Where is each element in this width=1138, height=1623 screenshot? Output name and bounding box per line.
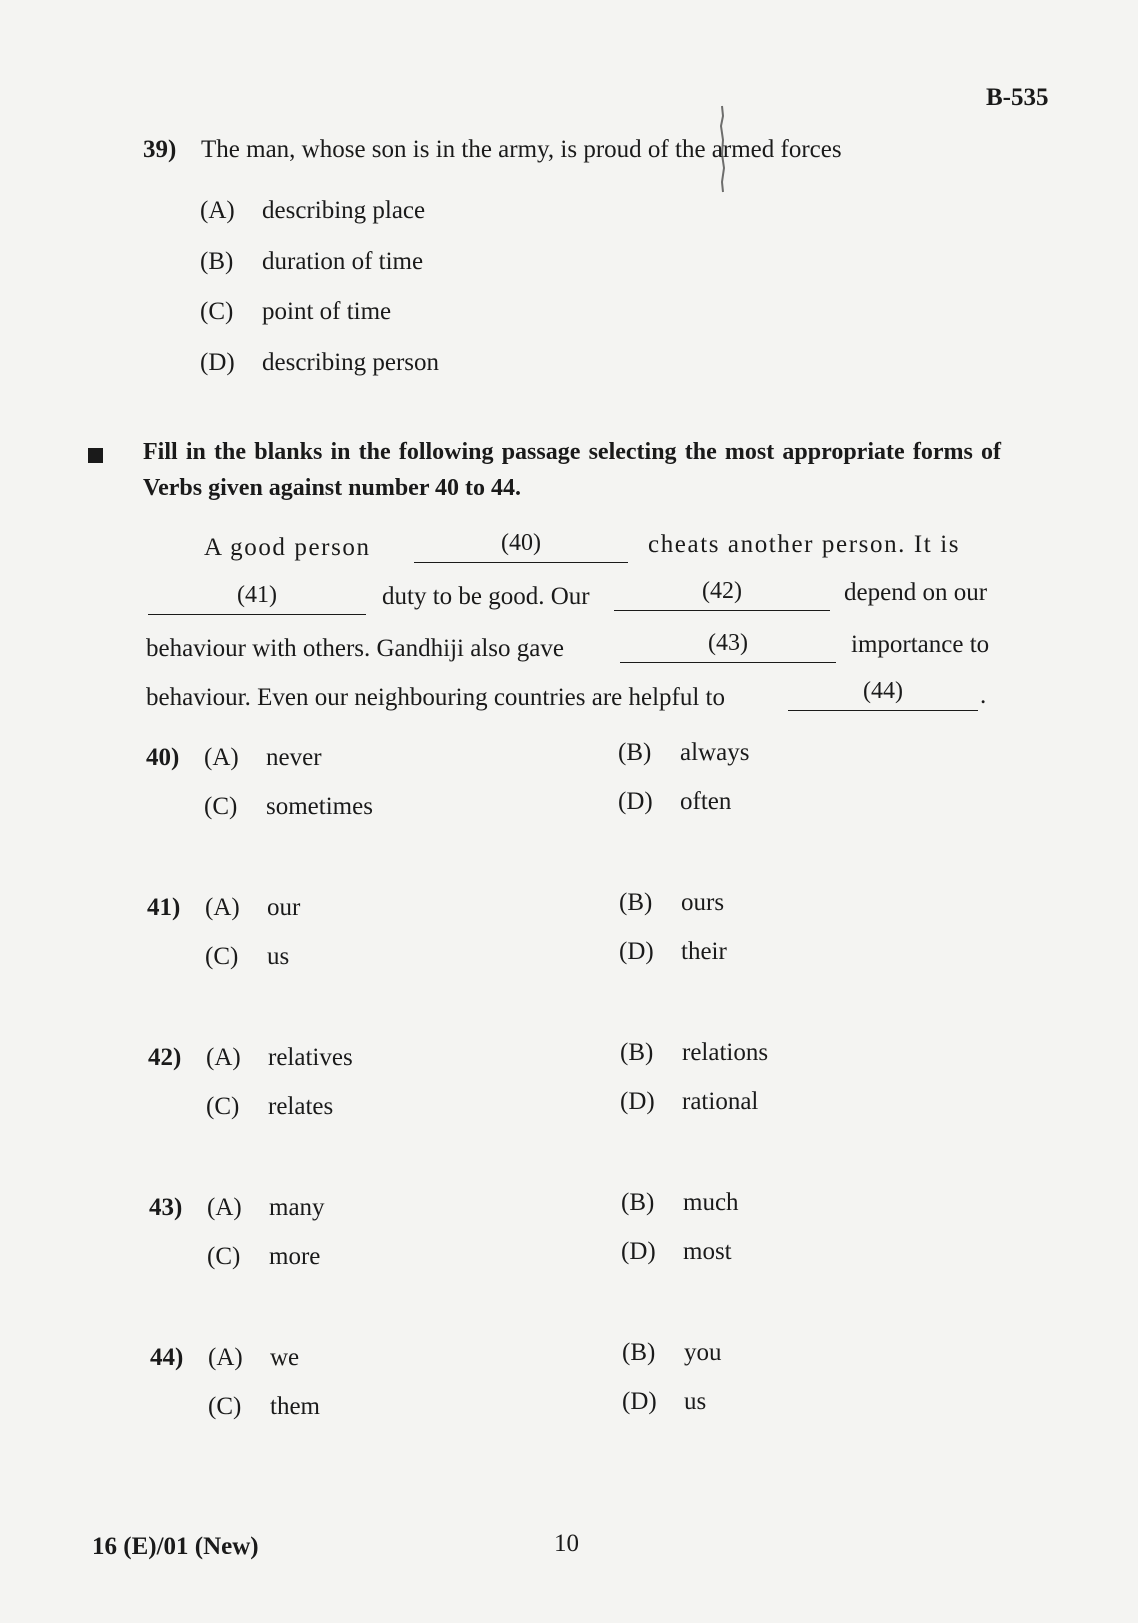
option-a[interactable]: (A) we — [208, 1344, 300, 1371]
option-a[interactable]: (A) relatives — [206, 1044, 353, 1071]
option-d[interactable]: (D) us — [622, 1388, 707, 1415]
option-a[interactable]: (A) many — [207, 1194, 325, 1221]
option-b[interactable]: (B) ours — [619, 889, 725, 916]
option-b[interactable]: (B) relations — [620, 1039, 769, 1066]
passage-text: cheats another person. It is — [648, 531, 961, 558]
page-number: 10 — [554, 1530, 579, 1557]
option-c[interactable]: (C) them — [208, 1393, 320, 1420]
option-a[interactable]: (A) never — [204, 744, 322, 771]
blank-42: (42) — [614, 578, 830, 611]
option-a[interactable]: (A) describing place — [200, 197, 426, 224]
option-c[interactable]: (C) sometimes — [204, 793, 373, 820]
option-c[interactable]: (C) point of time — [200, 298, 392, 325]
option-b[interactable]: (B) you — [622, 1339, 722, 1366]
question-43: 43) (A) many (B) much (C) more (D) most — [149, 1189, 739, 1270]
option-b[interactable]: (B) much — [621, 1189, 739, 1216]
passage-text: importance to — [851, 631, 990, 658]
passage-text: A good person — [204, 534, 371, 561]
question-39-options — [200, 186, 439, 388]
passage-text: behaviour with others. Gandhiji also gave — [146, 635, 564, 662]
passage-text: depend on our — [844, 579, 988, 606]
passage-text: duty to be good. Our — [382, 583, 590, 610]
question-number: 39) — [143, 136, 177, 163]
option-d[interactable]: (D) often — [618, 788, 732, 815]
instruction-text: Fill in the blanks in the following passage selecting the most appropriate forms of Verbs given against number 40 to 44. — [143, 439, 1001, 501]
question-39 — [143, 136, 842, 164]
option-c[interactable]: (C) more — [207, 1243, 321, 1270]
question-text: The man, whose son is in the army, is proud of the armed forces — [201, 136, 842, 163]
option-d[interactable]: (D) their — [619, 938, 727, 965]
paper-code: B-535 — [986, 84, 1049, 111]
question-41: 41) (A) our (B) ours (C) us (D) their — [147, 889, 727, 970]
question-40: 40) (A) never (B) always (C) sometimes (D) often — [146, 739, 750, 820]
option-a[interactable]: (A) our — [205, 894, 301, 921]
blank-44: (44) — [788, 678, 978, 711]
passage-text: behaviour. Even our neighbouring countries are helpful to — [146, 684, 726, 711]
option-b[interactable]: (B) always — [618, 739, 750, 766]
option-d[interactable]: (D) describing person — [200, 348, 440, 376]
question-44: 44) (A) we (B) you (C) them (D) us — [150, 1339, 722, 1420]
square-bullet-icon — [88, 448, 103, 463]
option-d[interactable]: (D) most — [621, 1238, 732, 1265]
footer-paper-code: 16 (E)/01 (New) — [92, 1533, 259, 1560]
option-d[interactable]: (D) rational — [620, 1088, 759, 1115]
passage-text: . — [980, 682, 987, 709]
blank-41: (41) — [148, 582, 366, 615]
option-c[interactable]: (C) relates — [206, 1093, 334, 1120]
option-b[interactable]: (B) duration of time — [200, 247, 424, 275]
blank-40: (40) — [414, 530, 628, 563]
option-c[interactable]: (C) us — [205, 943, 290, 970]
question-42: 42) (A) relatives (B) relations (C) relates (D) rational — [148, 1039, 769, 1120]
blank-43: (43) — [620, 630, 836, 663]
